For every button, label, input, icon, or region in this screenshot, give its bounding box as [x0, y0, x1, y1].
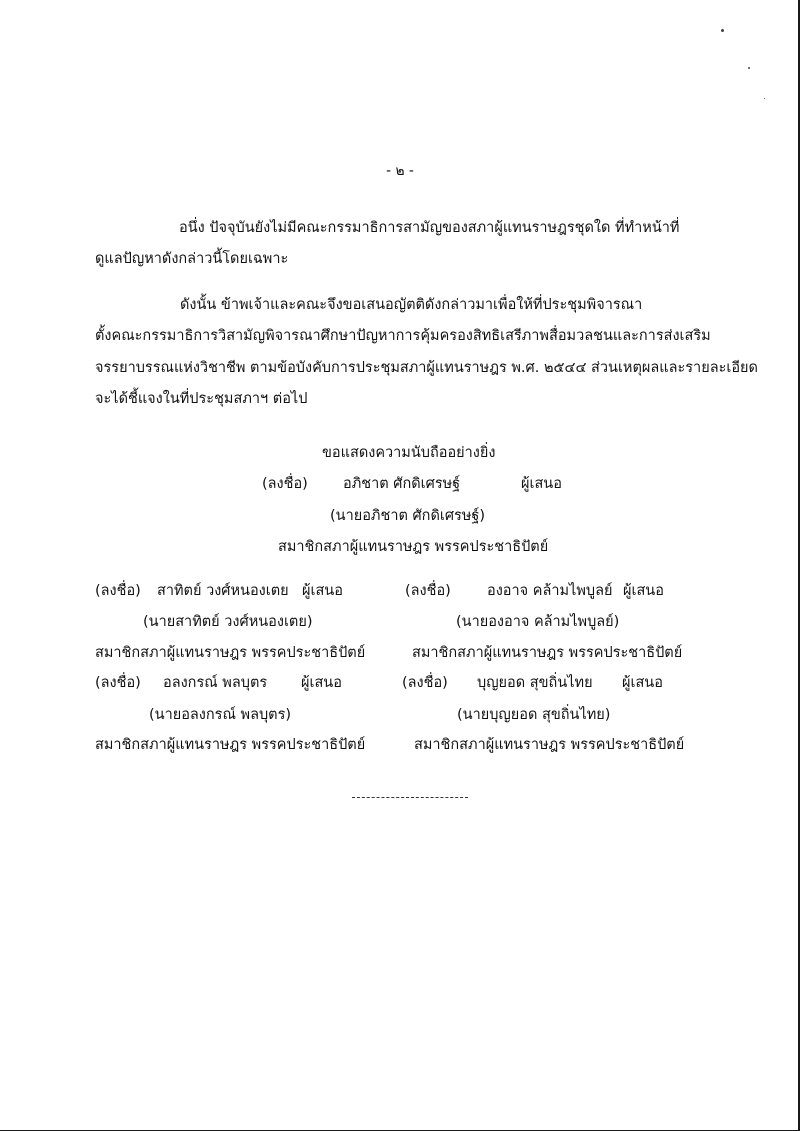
signer-position: สมาชิกสภาผู้แทนราษฎร พรรคประชาธิปัตย์ — [95, 645, 366, 661]
paragraph2-line1: ดังนั้น ข้าพเจ้าและคณะจึงขอเสนอญัตติดังกล่าวมาเพื่อให้ที่ประชุมพิจารณา — [180, 297, 643, 313]
paragraph1-line2: ดูแลปัญหาดังกล่าวนี้โดยเฉพาะ — [95, 251, 289, 267]
scan-speck — [764, 98, 765, 99]
signer-role: ผู้เสนอ — [622, 675, 663, 691]
printed-name: (นายสาทิตย์ วงศ์หนองเตย) — [143, 614, 313, 630]
printed-name: (นายอลงกรณ์ พลบุตร) — [149, 707, 292, 723]
signature-name: อภิชาต ศักดิเศรษฐ์ — [343, 476, 461, 492]
signer-role: ผู้เสนอ — [521, 476, 562, 492]
closing-salutation: ขอแสดงความนับถืออย่างยิ่ง — [322, 445, 496, 461]
paragraph2-line3: จรรยาบรรณแห่งวิชาชีพ ตามข้อบังคับการประชุมสภาผู้แทนราษฎร พ.ศ. ๒๕๔๔ ส่วนเหตุผลและรายละเอียด — [95, 360, 758, 376]
signature-name: สาทิตย์ วงศ์หนองเตย — [157, 583, 289, 599]
signer-position: สมาชิกสภาผู้แทนราษฎร พรรคประชาธิปัตย์ — [278, 539, 549, 555]
signer-role: ผู้เสนอ — [301, 675, 342, 691]
sign-label: (ลงชื่อ) — [262, 476, 308, 492]
printed-name: (นายองอาจ คล้ามไพบูลย์) — [456, 614, 620, 630]
sign-label: (ลงชื่อ) — [95, 675, 141, 691]
scan-speck — [748, 67, 750, 69]
signer-position: สมาชิกสภาผู้แทนราษฎร พรรคประชาธิปัตย์ — [95, 737, 366, 753]
signer-position: สมาชิกสภาผู้แทนราษฎร พรรคประชาธิปัตย์ — [412, 645, 683, 661]
paragraph2-line2: ตั้งคณะกรรมาธิการวิสามัญพิจารณาศึกษาปัญหาการคุ้มครองสิทธิเสรีภาพสื่อมวลชนและการส่งเสริม — [95, 328, 711, 344]
signature-name: บุญยอด สุขถิ่นไทย — [477, 675, 593, 691]
signature-name: องอาจ คล้ามไพบูลย์ — [487, 583, 613, 599]
signer-role: ผู้เสนอ — [302, 583, 343, 599]
scan-speck — [721, 29, 724, 32]
end-divider — [352, 797, 468, 798]
printed-name: (นายบุญยอด สุขถิ่นไทย) — [457, 707, 611, 723]
signature-name: อลงกรณ์ พลบุตร — [163, 675, 268, 691]
paragraph1-line1: อนึ่ง ปัจจุบันยังไม่มีคณะกรรมาธิการสามัญของสภาผู้แทนราษฎรชุดใด ที่ทำหน้าที่ — [179, 220, 680, 236]
sign-label: (ลงชื่อ) — [402, 675, 448, 691]
paragraph2-line4: จะได้ชี้แจงในที่ประชุมสภาฯ ต่อไป — [95, 391, 308, 407]
page-number: - ๒ - — [386, 163, 414, 179]
sign-label: (ลงชื่อ) — [95, 583, 141, 599]
signer-position: สมาชิกสภาผู้แทนราษฎร พรรคประชาธิปัตย์ — [414, 737, 685, 753]
signer-role: ผู้เสนอ — [623, 583, 664, 599]
sign-label: (ลงชื่อ) — [405, 583, 451, 599]
printed-name: (นายอภิชาต ศักดิเศรษฐ์) — [330, 508, 486, 524]
